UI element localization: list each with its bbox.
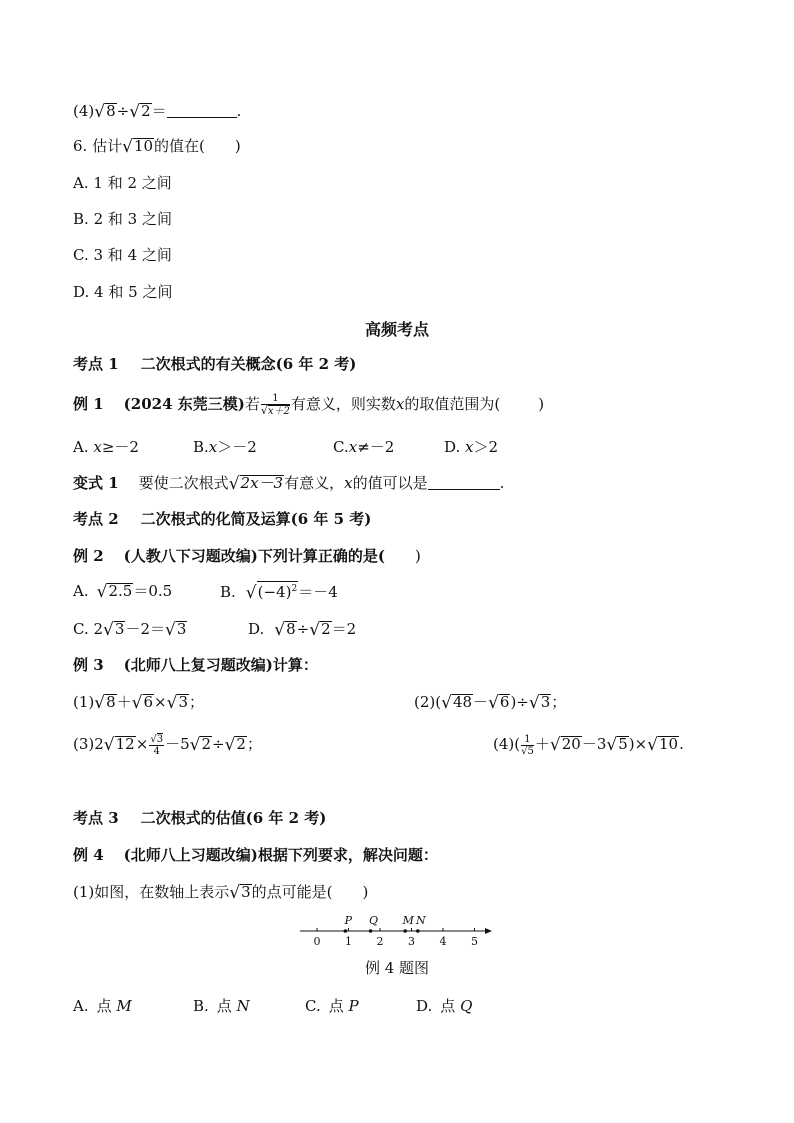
- punctuation: .: [236, 102, 242, 120]
- section-title: 高频考点: [364, 320, 429, 339]
- operator: ÷: [296, 620, 310, 638]
- stem-text: 有意义，: [284, 474, 345, 492]
- option-letter: C.: [333, 438, 349, 456]
- punctuation: ；: [551, 693, 567, 711]
- radicand: 3: [178, 693, 189, 711]
- example-label: 例 3: [73, 656, 104, 674]
- number-line-figure: [295, 908, 500, 950]
- stem-text: 的值在(: [154, 137, 205, 155]
- radicand: 12: [115, 735, 135, 753]
- numerator: 1: [521, 734, 534, 746]
- fraction: [149, 734, 164, 757]
- variable: x: [93, 438, 102, 456]
- problem-number: (1): [73, 693, 95, 711]
- radicand: 8: [106, 693, 116, 711]
- radicand: 3: [156, 733, 164, 745]
- example-label: 例 4: [73, 846, 104, 864]
- variable: x: [348, 438, 358, 456]
- option-text: ＝0.5: [133, 582, 173, 600]
- ex3-problem-1: [73, 692, 204, 712]
- numerator: √3: [150, 733, 164, 745]
- radicand: 48: [452, 693, 473, 711]
- operator: －3: [581, 735, 607, 753]
- radical-sign: √: [228, 474, 240, 494]
- point-label: P: [344, 914, 353, 927]
- radicand: 2: [321, 620, 331, 638]
- option-text: ＞2: [473, 438, 499, 456]
- kp-label: 考点 3: [73, 809, 119, 827]
- point-label: M: [402, 914, 414, 927]
- radicand: 6: [499, 693, 510, 711]
- variant-label: 变式 1: [73, 474, 119, 492]
- example-3-stem: [73, 655, 318, 675]
- operator: ÷: [212, 735, 225, 753]
- operator: ×: [135, 735, 149, 753]
- operator: －: [473, 693, 489, 711]
- problem-number: (2)(: [414, 693, 442, 711]
- radicand: 5: [618, 735, 628, 753]
- radicand: 8: [286, 620, 296, 638]
- radicand: 3: [114, 620, 125, 638]
- example-label: 例 2: [73, 547, 104, 565]
- point-marker: [403, 929, 407, 933]
- option-letter: B.: [193, 438, 209, 456]
- problem-number: (4)(: [493, 735, 521, 753]
- denominator: 4: [153, 745, 160, 757]
- option-letter: D.: [73, 283, 90, 301]
- option-text: 2 和 3 之间: [93, 210, 172, 228]
- ex4-option-a[interactable]: [73, 996, 132, 1016]
- radicand: 3: [540, 693, 551, 711]
- radical-sign: √: [245, 583, 257, 603]
- stem-text: ): [538, 395, 545, 413]
- radicand: 2x－3: [240, 474, 284, 492]
- numerator: 1: [261, 393, 290, 405]
- radical-sign: √: [94, 693, 106, 713]
- operator: ＋: [116, 693, 132, 711]
- ex1-option-a[interactable]: [73, 437, 139, 457]
- question-4-line: [73, 101, 241, 121]
- radical-sign: √: [309, 620, 321, 640]
- ex2-option-d[interactable]: [248, 619, 356, 639]
- radical-sign: √: [549, 735, 561, 755]
- variable: x: [465, 438, 474, 456]
- radical-sign: √: [103, 735, 115, 755]
- radical-sign: √: [528, 693, 540, 713]
- option-text: 点: [96, 997, 112, 1015]
- operator: ＋: [534, 735, 550, 753]
- q6-option-b[interactable]: [73, 209, 172, 229]
- knowledge-point-2: [73, 509, 371, 529]
- ex1-option-b[interactable]: [193, 437, 257, 457]
- example-4-question-1: [73, 882, 368, 902]
- tick-label: 3: [408, 935, 415, 948]
- stem-text: ): [234, 137, 241, 155]
- axis-arrow-icon: [485, 928, 492, 934]
- ex2-option-c[interactable]: [73, 619, 187, 639]
- stem-text: ): [414, 547, 421, 565]
- radical-sign: √: [647, 735, 659, 755]
- denominator: √5: [521, 745, 534, 757]
- stem-text: ): [362, 883, 369, 901]
- stem-text: (1)如图，在数轴上表示: [73, 883, 230, 901]
- kp-text: 二次根式的化简及运算(6 年 5 考): [140, 510, 372, 528]
- punctuation: ；: [246, 735, 262, 753]
- stem-text: 6. 估计: [73, 137, 123, 155]
- q6-option-d[interactable]: [73, 282, 172, 302]
- radicand: 3: [241, 883, 251, 901]
- exponent: 2: [291, 584, 298, 594]
- option-letter: A.: [73, 174, 89, 192]
- example-source: (2024 东莞三模): [123, 395, 245, 413]
- radicand: 2: [236, 735, 246, 753]
- tick-label: 2: [376, 935, 384, 948]
- variable: P: [348, 997, 359, 1015]
- variable: Q: [460, 997, 473, 1015]
- option-letter: D.: [444, 438, 461, 456]
- option-letter: A.: [73, 582, 89, 600]
- ex1-option-d[interactable]: [444, 437, 498, 457]
- fraction: [261, 393, 290, 417]
- kp-text: 二次根式的有关概念(6 年 2 考): [140, 355, 357, 373]
- option-letter: C.: [305, 997, 321, 1015]
- ex3-problem-3: [73, 732, 262, 757]
- radicand: 2.5: [108, 582, 133, 600]
- figure-caption: 例 4 题图: [364, 959, 430, 977]
- option-letter: B.: [220, 583, 236, 601]
- option-letter: B.: [193, 997, 209, 1015]
- option-text: ＝2: [331, 620, 357, 638]
- operator: )÷: [510, 693, 529, 711]
- radical-sign: √: [274, 620, 286, 640]
- variable: x: [208, 438, 218, 456]
- option-text: ≠－2: [357, 438, 395, 456]
- radicand: 20: [561, 735, 581, 753]
- operator: ＝: [151, 102, 167, 120]
- option-text: 4 和 5 之间: [94, 283, 173, 301]
- problem-number: (3)2: [73, 735, 104, 753]
- operator: )×: [628, 735, 648, 753]
- example-label: 例 1: [73, 395, 104, 413]
- option-text: －2＝: [125, 620, 165, 638]
- ex1-option-c[interactable]: [333, 437, 394, 457]
- option-text: 点: [216, 997, 232, 1015]
- punctuation: ；: [189, 693, 205, 711]
- radical-sign: √: [164, 620, 176, 640]
- radicand: 8: [106, 102, 116, 120]
- radical-sign: √: [166, 693, 178, 713]
- radicand: [257, 581, 299, 600]
- ex4-option-d[interactable]: [416, 996, 472, 1016]
- radicand: 5: [527, 745, 534, 757]
- stem-text: 若: [244, 395, 260, 413]
- kp-label: 考点 2: [73, 510, 119, 528]
- radical-sign: √: [122, 137, 133, 157]
- option-text: ＞－2: [217, 438, 257, 456]
- option-text: ≥－2: [101, 438, 139, 456]
- example-1-stem: [73, 391, 544, 417]
- answer-blank[interactable]: [428, 475, 500, 490]
- operator: ÷: [116, 102, 130, 120]
- ex4-option-b[interactable]: [193, 996, 250, 1016]
- variable: x: [344, 474, 353, 492]
- punctuation: .: [499, 474, 505, 492]
- option-letter: B.: [73, 210, 89, 228]
- kp-text: 二次根式的估值(6 年 2 考): [140, 809, 327, 827]
- option-letter: A.: [73, 997, 89, 1015]
- ex2-option-b[interactable]: [220, 581, 338, 602]
- knowledge-point-3: [73, 808, 326, 828]
- ex2-option-a[interactable]: [73, 581, 172, 601]
- tick-label: 1: [345, 935, 352, 948]
- option-text: 点: [328, 997, 344, 1015]
- stem-text: 的值可以是: [352, 474, 428, 492]
- point-marker: [416, 929, 420, 933]
- ex3-problem-4: [493, 732, 684, 757]
- radical-sign: √: [103, 620, 114, 640]
- radical-sign: √: [129, 102, 141, 122]
- variable: N: [236, 997, 250, 1015]
- example-2-stem: [73, 546, 421, 566]
- punctuation: .: [679, 735, 684, 753]
- option-text: 点: [440, 997, 456, 1015]
- stem-text: 的取值范围为(: [404, 395, 501, 413]
- option-letter: C.: [73, 620, 89, 638]
- ex3-problem-2: [414, 692, 566, 712]
- radicand: x＋2: [267, 406, 290, 417]
- stem-text: (北师八上复习题改编)计算：: [123, 656, 318, 674]
- variable: M: [116, 997, 132, 1015]
- radicand-base: (−4): [257, 583, 292, 601]
- option-letter: D.: [416, 997, 433, 1015]
- tick-label: 4: [439, 935, 447, 948]
- answer-blank[interactable]: [167, 103, 237, 118]
- operator: ×: [154, 693, 167, 711]
- option-text: 1 和 2 之间: [93, 174, 172, 192]
- stem-text: 要使二次根式: [138, 474, 229, 492]
- radicand: 10: [659, 735, 679, 753]
- radical-sign: √: [488, 693, 499, 713]
- question-number: (4): [73, 102, 95, 120]
- radical-sign: √: [229, 883, 241, 903]
- operator: －5: [165, 735, 190, 753]
- radicand: 2: [201, 735, 211, 753]
- fraction: [521, 734, 534, 757]
- option-letter: C.: [73, 246, 89, 264]
- option-letter: D.: [248, 620, 265, 638]
- radical-sign: √: [94, 102, 106, 122]
- stem-text: 的点可能是(: [251, 883, 333, 901]
- radicand: 3: [176, 620, 187, 638]
- variant-1-stem: [73, 473, 504, 493]
- radical-sign: √: [131, 693, 143, 713]
- q6-option-a[interactable]: [73, 173, 172, 193]
- radicand: 2: [141, 102, 151, 120]
- knowledge-point-1: [73, 354, 356, 374]
- stem-text: (北师八上习题改编)根据下列要求，解决问题：: [123, 846, 438, 864]
- denominator: √x＋2: [260, 404, 290, 417]
- question-6-stem: [73, 136, 241, 156]
- kp-label: 考点 1: [73, 355, 119, 373]
- radical-sign: √: [189, 735, 201, 755]
- option-text: 3 和 4 之间: [93, 246, 172, 264]
- option-letter: A.: [73, 438, 89, 456]
- coefficient: 2: [93, 620, 104, 638]
- point-label: N: [415, 914, 426, 927]
- tick-label: 5: [471, 935, 478, 948]
- point-label: Q: [369, 914, 379, 927]
- radicand: 6: [143, 693, 154, 711]
- radical-sign: √: [606, 735, 618, 755]
- stem-text: 有意义，则实数: [290, 395, 396, 413]
- radicand: 10: [133, 137, 154, 155]
- stem-text: (人教八下习题改编)下列计算正确的是(: [123, 547, 385, 565]
- radical-sign: √: [96, 582, 108, 602]
- q6-option-c[interactable]: [73, 245, 172, 265]
- ex4-option-c[interactable]: [305, 996, 359, 1016]
- option-text: ＝－4: [298, 583, 338, 601]
- radical-sign: √: [224, 735, 236, 755]
- point-marker: [344, 929, 348, 933]
- example-4-stem: [73, 845, 438, 865]
- tick-label: 0: [313, 935, 321, 948]
- radical-sign: √: [441, 693, 452, 713]
- variable: x: [395, 395, 405, 413]
- point-marker: [369, 929, 373, 933]
